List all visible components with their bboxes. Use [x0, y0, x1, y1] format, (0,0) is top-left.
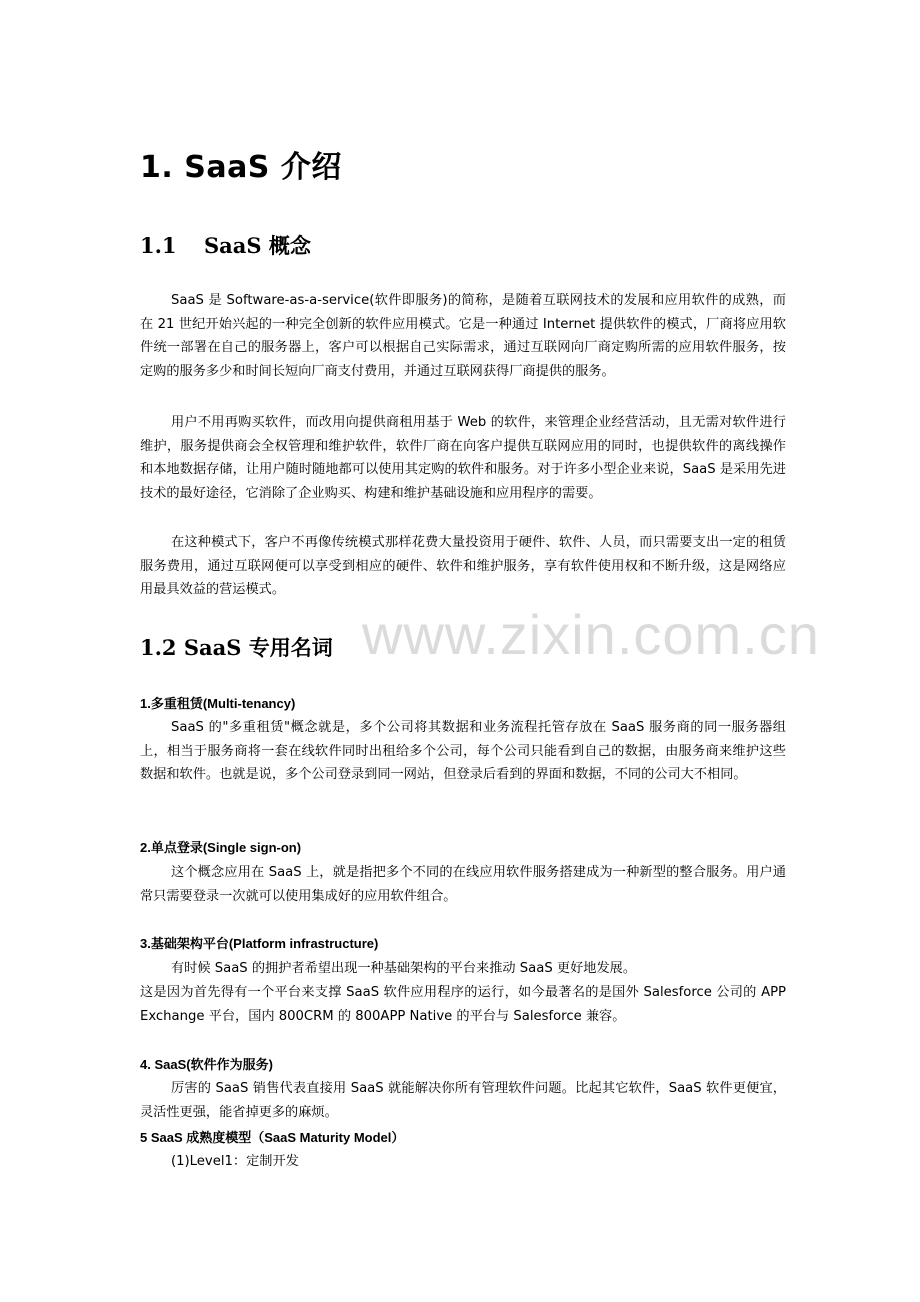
paragraph-saas-definition: SaaS 是 Software-as-a-service(软件即服务)的简称，是随着互联网技术的发展和应用软件的成熟，而在 21 世纪开始兴起的一种完全创新的软件应用模式。它是一种通过 Internet 提供软件的模式，厂商将应用软件统一部署在自己的服务器上，客户可以根据自己实际需求，通过互联网向厂商定购所需的应用软件服务，按定购的服务多少和时间长短向厂商支付费用，并通过互联网获得厂商提供的服务。 — [140, 293, 786, 379]
term-body-maturity-level1: (1)Level1：定制开发 — [171, 1154, 299, 1169]
section-label: SaaS 概念 — [204, 233, 311, 258]
term-heading-maturity-model: 5 SaaS 成熟度模型（SaaS Maturity Model） — [140, 1130, 405, 1145]
paragraph-saas-model: 在这种模式下，客户不再像传统模式那样花费大量投资用于硬件、软件、人员，而只需要支出一定的租赁服务费用，通过互联网便可以享受到相应的硬件、软件和维护服务，享有软件使用权和不断升级，这是网络应用最具效益的营运模式。 — [140, 535, 786, 598]
paragraph-saas-usage: 用户不用再购买软件，而改用向提供商租用基于 Web 的软件，来管理企业经营活动，且无需对软件进行维护，服务提供商会全权管理和维护软件，软件厂商在向客户提供互联网应用的同时，也提供软件的离线操作和本地数据存储，让用户随时随地都可以使用其定购的软件和服务。对于许多小型企业来说，SaaS 是采用先进技术的最好途径，它消除了企业购买、构建和维护基础设施和应用程序的需要。 — [140, 415, 786, 501]
term-body-platform: 有时候 SaaS 的拥护者希望出现一种基础架构的平台来推动 SaaS 更好地发展。 — [171, 961, 637, 976]
term-body-multi-tenancy: SaaS 的"多重租赁"概念就是，多个公司将其数据和业务流程托管存放在 SaaS 服务商的同一服务器组上，相当于服务商将一套在线软件同时出租给多个公司，每个公司只能看到自己的数据，由服务商来维护这些数据和软件。也就是说，多个公司登录到同一网站，但登录后看到的界面和数据，不同的公司大不相同。 — [140, 720, 786, 783]
term-body-saas: 厉害的 SaaS 销售代表直接用 SaaS 就能解决你所有管理软件问题。比起其它软件，SaaS 软件更便宜，灵活性更强，能省掉更多的麻烦。 — [140, 1081, 786, 1120]
term-heading-multi-tenancy: 1.多重租赁(Multi-tenancy) — [140, 696, 296, 711]
term-heading-platform: 3.基础架构平台(Platform infrastructure) — [140, 936, 379, 951]
page-title: 1. SaaS 介绍 — [140, 150, 342, 185]
section-heading-1-2: 1.2 SaaS 专用名词 — [140, 635, 333, 660]
term-heading-single-sign-on: 2.单点登录(Single sign-on) — [140, 840, 302, 855]
term-body-platform-continued: 这是因为首先得有一个平台来支撑 SaaS 软件应用程序的运行，如今最著名的是国外 Salesforce 公司的 APP Exchange 平台，国内 800CRM 的 800APP Native 的平台与 Salesforce 兼容。 — [140, 985, 786, 1024]
section-heading-1-1 — [140, 230, 786, 262]
term-body-single-sign-on: 这个概念应用在 SaaS 上，就是指把多个不同的在线应用软件服务搭建成为一种新型的整合服务。用户通常只需要登录一次就可以使用集成好的应用软件组合。 — [140, 865, 786, 904]
section-number: 1.1 — [140, 233, 177, 258]
term-heading-saas: 4. SaaS(软件作为服务) — [140, 1057, 273, 1072]
watermark-text: www.zixin.com.cn — [362, 603, 820, 666]
